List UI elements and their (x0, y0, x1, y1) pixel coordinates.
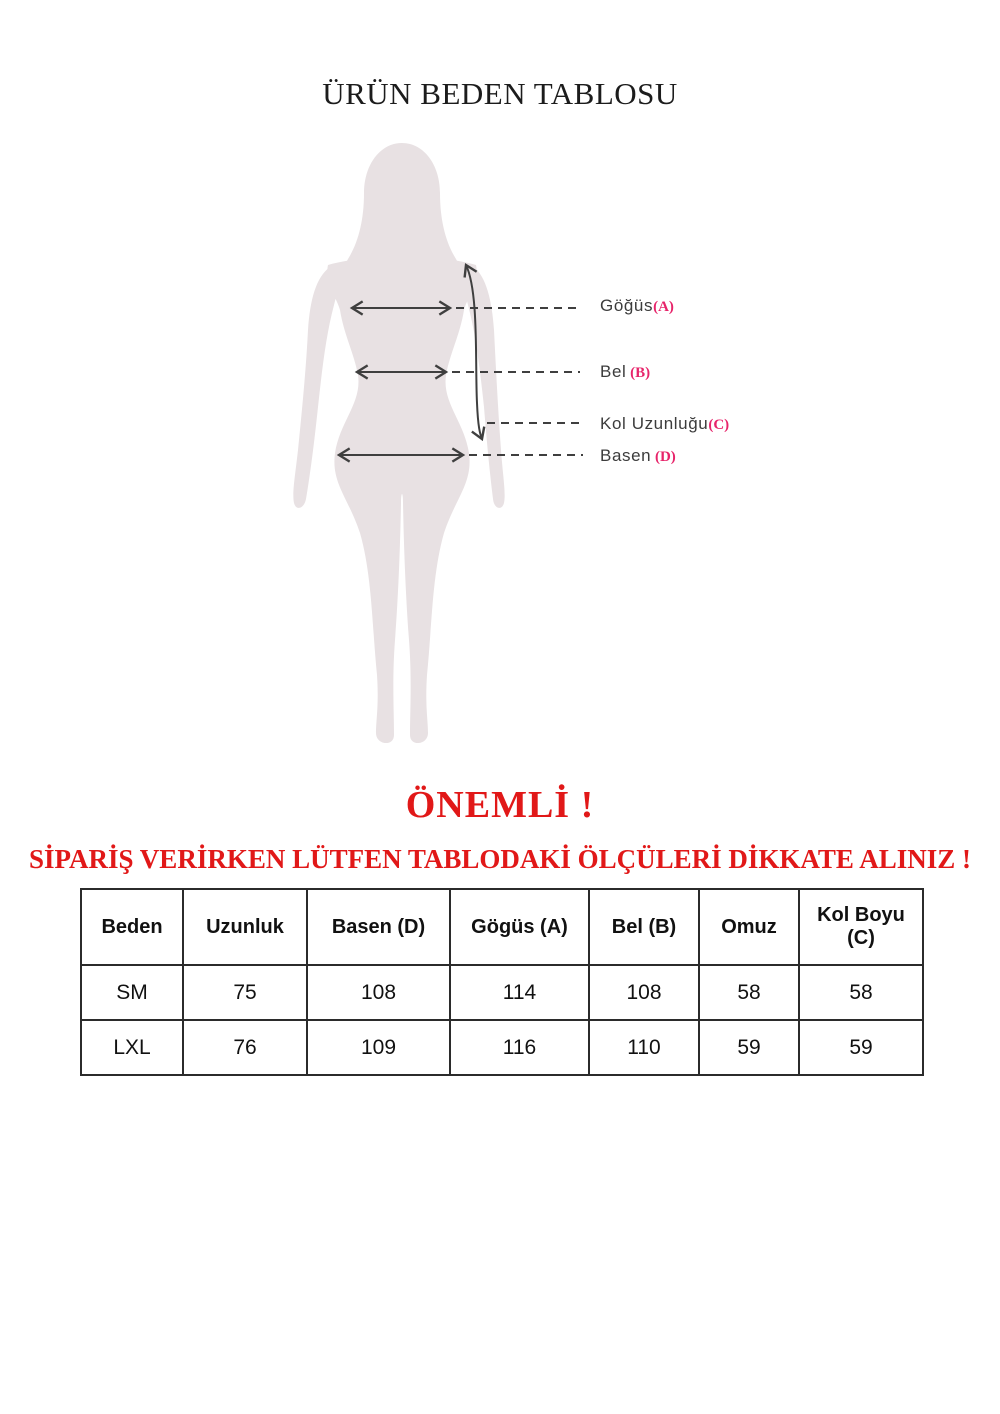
cell-lxl-beden: LXL (81, 1020, 183, 1075)
cell-lxl-bel: 110 (589, 1020, 699, 1075)
important-heading: ÖNEMLİ ! (405, 784, 595, 826)
label-chest-text: Göğüs (600, 296, 654, 315)
header-uzunluk: Uzunluk (183, 889, 307, 965)
cell-sm-omuz: 58 (699, 965, 799, 1020)
label-hip-text: Basen (600, 446, 652, 465)
cell-lxl-basen: 109 (307, 1020, 450, 1075)
table-row-lxl (81, 1020, 923, 1075)
cell-sm-kolboyu: 58 (799, 965, 923, 1020)
header-gogus: Gögüs (A) (450, 889, 589, 965)
label-arm-length (600, 414, 729, 434)
measurement-diagram (280, 135, 760, 765)
label-chest (600, 296, 674, 316)
size-table-header-row (81, 889, 923, 965)
label-hip (600, 446, 676, 466)
page-title: ÜRÜN BEDEN TABLOSU (322, 76, 678, 111)
label-chest-code: (A) (653, 299, 674, 315)
cell-lxl-omuz: 59 (699, 1020, 799, 1075)
label-arm-length-text: Kol Uzunluğu (600, 414, 709, 433)
silhouette-right-arm (465, 267, 505, 508)
size-table (80, 888, 924, 1076)
body-measurement-illustration (280, 135, 760, 765)
header-omuz: Omuz (699, 889, 799, 965)
header-beden: Beden (81, 889, 183, 965)
header-kol-boyu: Kol Boyu (C) (799, 889, 923, 965)
cell-sm-uzunluk: 75 (183, 965, 307, 1020)
cell-sm-gogus: 114 (450, 965, 589, 1020)
cell-sm-basen: 108 (307, 965, 450, 1020)
silhouette-torso-legs (327, 257, 477, 743)
female-silhouette (293, 143, 504, 743)
label-hip-code: (D) (651, 449, 676, 465)
label-waist-text: Bel (600, 362, 627, 381)
silhouette-left-arm (293, 267, 337, 508)
important-subheading: SİPARİŞ VERİRKEN LÜTFEN TABLODAKİ ÖLÇÜLERİ DİKKATE ALINIZ ! (29, 844, 971, 874)
header-bel: Bel (B) (589, 889, 699, 965)
header-basen: Basen (D) (307, 889, 450, 965)
label-waist-code: (B) (626, 365, 651, 381)
cell-sm-bel: 108 (589, 965, 699, 1020)
label-waist (600, 362, 650, 382)
cell-sm-beden: SM (81, 965, 183, 1020)
cell-lxl-uzunluk: 76 (183, 1020, 307, 1075)
label-arm-length-code: (C) (708, 417, 730, 433)
table-row-sm (81, 965, 923, 1020)
cell-lxl-kolboyu: 59 (799, 1020, 923, 1075)
cell-lxl-gogus: 116 (450, 1020, 589, 1075)
